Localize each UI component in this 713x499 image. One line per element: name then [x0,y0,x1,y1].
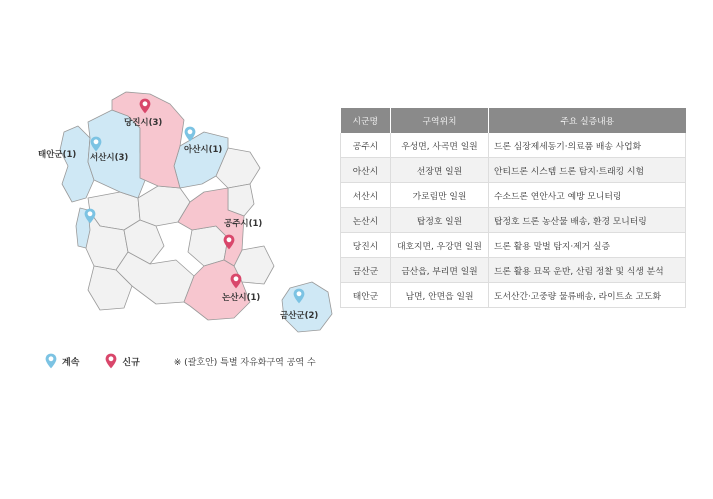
table-row [341,158,686,183]
province-map [28,80,348,350]
cell-location: 대호지면, 우강면 일원 [391,233,489,258]
cell-location: 우성면, 사곡면 일원 [391,133,489,158]
legend-new [105,353,139,369]
cell-location: 선장면 일원 [391,158,489,183]
cell-city: 공주시 [341,133,391,158]
legend-continued [45,353,79,369]
cell-content: 드론 활용 묘목 운반, 산림 정찰 및 식생 분석 [489,258,686,283]
cell-content: 도서산간·고중량 물류배송, 라이트쇼 고도화 [489,283,686,308]
table-row [341,283,686,308]
cell-city: 서산시 [341,183,391,208]
table-row [341,183,686,208]
cell-location: 가로림만 일원 [391,183,489,208]
header-city: 시군명 [341,108,391,133]
cell-content: 탑정호 드론 농산물 배송, 환경 모니터링 [489,208,686,233]
map-legend [45,352,316,370]
cell-location: 금산읍, 부리면 일원 [391,258,489,283]
legend-new-label: 신규 [122,357,140,368]
header-location: 구역위치 [391,108,489,133]
label-gongju: 공주시(1) [224,219,263,229]
cell-content: 안티드론 시스템 드론 탐지·트래킹 시험 [489,158,686,183]
label-asan: 아산시(1) [184,145,223,155]
label-dangjin: 당진시(3) [124,118,163,128]
cell-location: 탑정호 일원 [391,208,489,233]
cell-content: 수소드론 연안사고 예방 모니터링 [489,183,686,208]
table-row [341,233,686,258]
cell-city: 논산시 [341,208,391,233]
province-map-svg [28,80,348,350]
continued-pin-icon [45,353,57,369]
zones-table [340,108,686,308]
header-content: 주요 실증내용 [489,108,686,133]
table-row [341,258,686,283]
region-geumsan [282,282,332,332]
legend-continued-label: 계속 [62,357,80,368]
label-geumsan: 금산군(2) [280,311,319,321]
legend-note: ※ (괄호안) 특별 자유화구역 공역 수 [173,357,316,368]
cell-city: 금산군 [341,258,391,283]
cell-content: 드론 심장제세동기·의료품 배송 사업화 [489,133,686,158]
cell-content: 드론 활용 말벌 탐지·제거 실증 [489,233,686,258]
table-row [341,133,686,158]
label-seosan: 서산시(3) [90,153,129,163]
label-taean: 태안군(1) [38,150,77,160]
label-nonsan: 논산시(1) [222,293,261,303]
cell-city: 당진시 [341,233,391,258]
new-pin-icon [105,353,117,369]
cell-city: 아산시 [341,158,391,183]
cell-city: 태안군 [341,283,391,308]
table-header-row [341,108,686,133]
table-row [341,208,686,233]
cell-location: 남면, 안면읍 일원 [391,283,489,308]
